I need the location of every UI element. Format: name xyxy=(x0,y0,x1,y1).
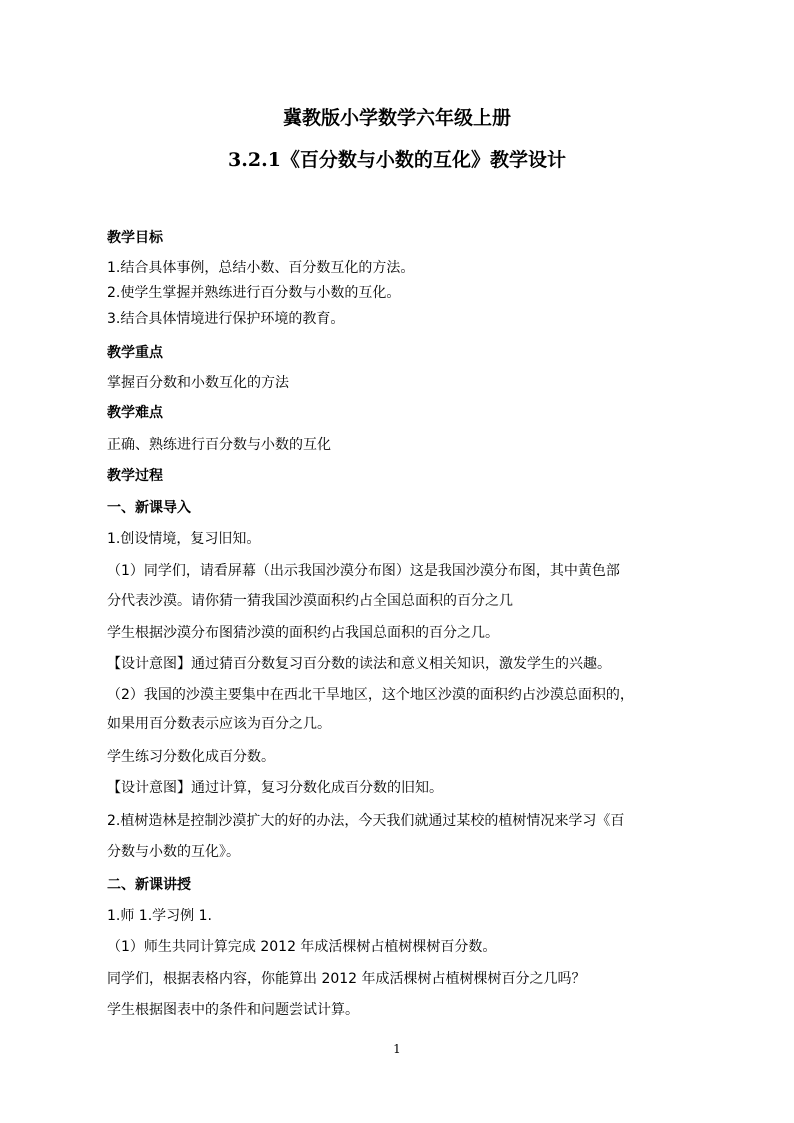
body-text-line: 1.师 1.学习例 1. xyxy=(107,908,212,924)
body-text-line: 掌握百分数和小数互化的方法 xyxy=(107,375,289,391)
document-title: 冀教版小学数学六年级上册 xyxy=(282,107,511,129)
body-text-line: 正确、熟练进行百分数与小数的互化 xyxy=(107,437,331,453)
body-text-line: 2.植树造林是控制沙漠扩大的好的办法，今天我们就通过某校的植树情况来学习《百 xyxy=(107,813,625,829)
body-text-line: 如果用百分数表示应该为百分之几。 xyxy=(107,716,331,732)
body-text-line: 2.使学生掌握并熟练进行百分数与小数的互化。 xyxy=(107,285,401,301)
body-text-line: 学生根据图表中的条件和问题尝试计算。 xyxy=(107,1002,359,1018)
section-heading: 教学过程 xyxy=(107,468,163,484)
page-number: 1 xyxy=(393,1042,401,1056)
section-heading: 教学重点 xyxy=(107,345,163,361)
body-text-line: 1.结合具体事例，总结小数、百分数互化的方法。 xyxy=(107,260,415,276)
body-text-line: 【设计意图】通过猜百分数复习百分数的读法和意义相关知识，激发学生的兴趣。 xyxy=(107,656,611,672)
document-subtitle: 3.2.1《百分数与小数的互化》教学设计 xyxy=(228,149,566,171)
body-text-line: （2）我国的沙漠主要集中在西北干旱地区，这个地区沙漠的面积约占沙漠总面积的， xyxy=(107,687,634,703)
body-text-line: （1）师生共同计算完成 2012 年成活棵树占植树棵树百分数。 xyxy=(107,939,497,955)
body-text-line: 3.结合具体情境进行保护环境的教育。 xyxy=(107,311,345,327)
section-heading: 教学目标 xyxy=(107,230,163,246)
body-text-line: 学生根据沙漠分布图猜沙漠的面积约占我国总面积的百分之几。 xyxy=(107,625,499,641)
body-text-line: （1）同学们，请看屏幕（出示我国沙漠分布图）这是我国沙漠分布图，其中黄色部 xyxy=(107,563,620,579)
section-heading: 教学难点 xyxy=(107,405,163,421)
body-text-line: 分数与小数的互化》。 xyxy=(107,844,240,860)
body-text-line: 同学们，根据表格内容，你能算出 2012 年成活棵树占植树棵树百分之几吗？ xyxy=(107,971,586,987)
body-text-line: 【设计意图】通过计算，复习分数化成百分数的旧知。 xyxy=(107,780,443,796)
section-heading: 一、新课导入 xyxy=(107,500,191,516)
body-text-line: 分代表沙漠。请你猜一猜我国沙漠面积约占全国总面积的百分之几 xyxy=(107,593,513,609)
body-text-line: 1.创设情境，复习旧知。 xyxy=(107,531,261,547)
body-text-line: 学生练习分数化成百分数。 xyxy=(107,749,275,765)
section-heading: 二、新课讲授 xyxy=(107,877,191,893)
